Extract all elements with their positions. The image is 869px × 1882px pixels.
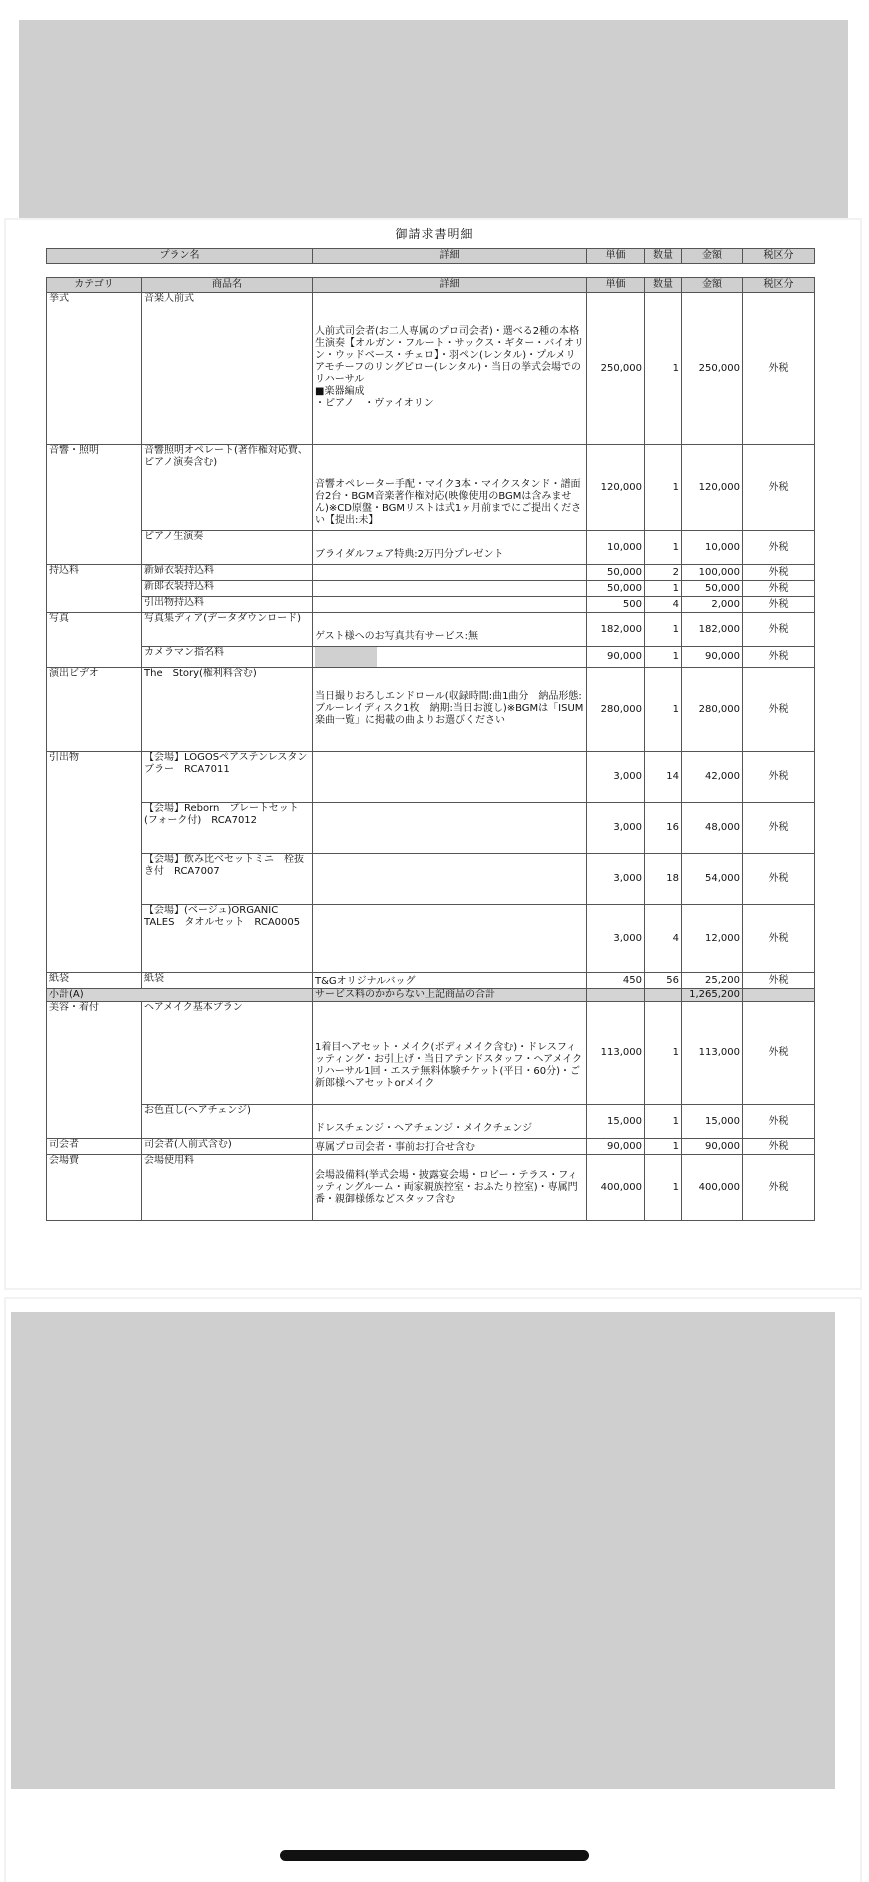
unit-price-cell: 450 — [587, 973, 645, 989]
plan-header-table — [46, 248, 815, 264]
product-cell: 紙袋 — [142, 973, 313, 989]
table-row — [47, 1002, 815, 1105]
product-cell: ピアノ生演奏 — [142, 531, 313, 565]
detail-cell: 1着目ヘアセット・メイク(ボディメイク含む)・ドレスフィッティング・お引上げ・当日アテンドスタッフ・ヘアメイクリハーサル1回・エステ無料体験チケット(平日・60分)・ご新郎様ヘアセットorメイク — [313, 1002, 587, 1105]
product-cell: 音楽人前式 — [142, 293, 313, 445]
amount-cell: 113,000 — [682, 1002, 743, 1105]
amount-cell: 90,000 — [682, 1139, 743, 1155]
product-cell: 【会場】Reborn プレートセット(フォーク付) RCA7012 — [142, 803, 313, 854]
product-cell: お色直し(ヘアチェンジ) — [142, 1105, 313, 1139]
qty-cell: 1 — [645, 531, 682, 565]
product-cell: 会場使用料 — [142, 1155, 313, 1221]
tax-header: 税区分 — [743, 278, 815, 293]
unit-price-cell: 50,000 — [587, 581, 645, 597]
category-cell: 紙袋 — [47, 973, 142, 989]
unit-price-cell: 3,000 — [587, 752, 645, 803]
tax-cell: 外税 — [743, 905, 815, 973]
plan-tax-header: 税区分 — [743, 249, 815, 264]
detail-text-line2: ■楽器編成 — [315, 386, 365, 397]
plan-name-header: プラン名 — [47, 249, 313, 264]
tax-cell: 外税 — [743, 854, 815, 905]
qty-cell: 1 — [645, 613, 682, 647]
detail-cell: 音響オペレーター手配・マイク3本・マイクスタンド・譜面台2台・BGM音楽著作権対応(映像使用のBGMは含みません)※CD原盤・BGMリストは式1ヶ月前までにご提出ください【提出:未】 — [313, 445, 587, 531]
tax-cell: 外税 — [743, 973, 815, 989]
table-row — [47, 668, 815, 752]
amount-cell: 54,000 — [682, 854, 743, 905]
tax-cell: 外税 — [743, 565, 815, 581]
product-cell: 【会場】飲み比べセットミニ 栓抜き付 RCA7007 — [142, 854, 313, 905]
detail-cell: T&Gオリジナルバッグ — [313, 973, 587, 989]
home-indicator[interactable] — [280, 1850, 589, 1861]
amount-cell: 42,000 — [682, 752, 743, 803]
table-row — [47, 854, 815, 905]
qty-cell: 1 — [645, 1105, 682, 1139]
detail-cell: 会場設備料(挙式会場・披露宴会場・ロビー・テラス・フィッティングルーム・両家親族控室・おふたり控室)・専属門番・親御様係などスタッフ含む — [313, 1155, 587, 1221]
unit-price-cell: 3,000 — [587, 803, 645, 854]
tax-cell: 外税 — [743, 1139, 815, 1155]
tax-cell: 外税 — [743, 1155, 815, 1221]
unit-price-cell: 90,000 — [587, 1139, 645, 1155]
unit-price-cell: 250,000 — [587, 293, 645, 445]
subtotal-qty — [645, 989, 682, 1002]
redacted-region-top — [19, 20, 848, 223]
amount-cell: 15,000 — [682, 1105, 743, 1139]
amount-cell: 50,000 — [682, 581, 743, 597]
amount-cell: 100,000 — [682, 565, 743, 581]
category-cell: 引出物 — [47, 752, 142, 973]
plan-detail-header: 詳細 — [313, 249, 587, 264]
amount-cell: 182,000 — [682, 613, 743, 647]
qty-cell: 1 — [645, 293, 682, 445]
table-row — [47, 1139, 815, 1155]
detail-cell — [313, 752, 587, 803]
detail-cell — [313, 905, 587, 973]
category-header: カテゴリ — [47, 278, 142, 293]
category-cell: 写真 — [47, 613, 142, 668]
unit-price-cell: 182,000 — [587, 613, 645, 647]
tax-cell: 外税 — [743, 531, 815, 565]
qty-cell: 1 — [645, 581, 682, 597]
table-row — [47, 905, 815, 973]
unit-price-cell: 90,000 — [587, 647, 645, 668]
detail-header: 詳細 — [313, 278, 587, 293]
unit-price-cell: 10,000 — [587, 531, 645, 565]
table-row — [47, 613, 815, 647]
qty-cell: 1 — [645, 668, 682, 752]
amount-cell: 10,000 — [682, 531, 743, 565]
qty-cell: 14 — [645, 752, 682, 803]
table-row — [47, 581, 815, 597]
tax-cell: 外税 — [743, 1105, 815, 1139]
detail-cell: ゲスト様へのお写真共有サービス:無 — [313, 613, 587, 647]
amount-cell: 25,200 — [682, 973, 743, 989]
product-cell: ヘアメイク基本プラン — [142, 1002, 313, 1105]
unit-price-header: 単価 — [587, 278, 645, 293]
qty-cell: 1 — [645, 647, 682, 668]
tax-cell: 外税 — [743, 613, 815, 647]
product-header: 商品名 — [142, 278, 313, 293]
amount-header: 金額 — [682, 278, 743, 293]
table-row — [47, 647, 815, 668]
unit-price-cell: 120,000 — [587, 445, 645, 531]
product-cell: カメラマン指名料 — [142, 647, 313, 668]
category-cell: 司会者 — [47, 1139, 142, 1155]
qty-cell: 2 — [645, 565, 682, 581]
table-row — [47, 531, 815, 565]
product-cell: 新婦衣装持込料 — [142, 565, 313, 581]
qty-cell: 1 — [645, 1139, 682, 1155]
table-row — [47, 445, 815, 531]
qty-cell: 18 — [645, 854, 682, 905]
qty-cell: 1 — [645, 1002, 682, 1105]
product-cell: 音響照明オペレート(著作権対応費、ピアノ演奏含む) — [142, 445, 313, 531]
tax-cell: 外税 — [743, 803, 815, 854]
detail-cell: 当日撮りおろしエンドロール(収録時間:曲1曲分 納品形態:ブルーレイディスク1枚 納期:当日お渡し)※BGMは「ISUM楽曲一覧」に掲載の曲よりお選びください — [313, 668, 587, 752]
table-row — [47, 565, 815, 581]
qty-cell: 16 — [645, 803, 682, 854]
unit-price-cell: 500 — [587, 597, 645, 613]
product-cell: 引出物持込料 — [142, 597, 313, 613]
unit-price-cell: 15,000 — [587, 1105, 645, 1139]
tax-cell: 外税 — [743, 668, 815, 752]
detail-cell — [313, 293, 587, 445]
subtotal-tax — [743, 989, 815, 1002]
qty-header: 数量 — [645, 278, 682, 293]
tax-cell: 外税 — [743, 445, 815, 531]
amount-cell: 12,000 — [682, 905, 743, 973]
redacted-text — [315, 647, 377, 667]
amount-cell: 250,000 — [682, 293, 743, 445]
table-row — [47, 1155, 815, 1221]
detail-cell — [313, 597, 587, 613]
plan-amount-header: 金額 — [682, 249, 743, 264]
detail-cell — [313, 581, 587, 597]
document-title: 御請求書明細 — [395, 227, 474, 241]
items-table — [46, 277, 815, 1221]
subtotal-amount: 1,265,200 — [682, 989, 743, 1002]
detail-cell: ドレスチェンジ・ヘアチェンジ・メイクチェンジ — [313, 1105, 587, 1139]
amount-cell: 120,000 — [682, 445, 743, 531]
table-row — [47, 973, 815, 989]
tax-cell: 外税 — [743, 597, 815, 613]
amount-cell: 400,000 — [682, 1155, 743, 1221]
detail-cell — [313, 647, 587, 668]
tax-cell: 外税 — [743, 293, 815, 445]
table-row — [47, 803, 815, 854]
amount-cell: 2,000 — [682, 597, 743, 613]
qty-cell: 1 — [645, 1155, 682, 1221]
amount-cell: 90,000 — [682, 647, 743, 668]
product-cell: 【会場】(ベージュ)ORGANIC TALES タオルセット RCA0005 — [142, 905, 313, 973]
subtotal-row — [47, 989, 815, 1002]
subtotal-label: 小計(A) — [47, 989, 313, 1002]
table-row — [47, 597, 815, 613]
detail-cell — [313, 803, 587, 854]
product-cell: 新郎衣装持込料 — [142, 581, 313, 597]
table-row — [47, 293, 815, 445]
detail-cell — [313, 854, 587, 905]
category-cell: 美容・着付 — [47, 1002, 142, 1139]
product-cell: 【会場】LOGOSペアステンレスタンブラー RCA7011 — [142, 752, 313, 803]
unit-price-cell: 400,000 — [587, 1155, 645, 1221]
subtotal-detail: サービス料のかからない上記商品の合計 — [313, 989, 587, 1002]
category-cell: 音響・照明 — [47, 445, 142, 565]
unit-price-cell: 113,000 — [587, 1002, 645, 1105]
category-cell: 持込料 — [47, 565, 142, 613]
detail-cell: ブライダルフェア特典:2万円分プレゼント — [313, 531, 587, 565]
unit-price-cell: 3,000 — [587, 854, 645, 905]
redacted-region-bottom — [11, 1312, 835, 1789]
qty-cell: 4 — [645, 905, 682, 973]
category-cell: 会場費 — [47, 1155, 142, 1221]
detail-cell — [313, 565, 587, 581]
category-cell: 挙式 — [47, 293, 142, 445]
detail-text-line3: ・ピアノ ・ヴァイオリン — [315, 398, 434, 409]
qty-cell: 4 — [645, 597, 682, 613]
table-row — [47, 752, 815, 803]
category-cell: 演出ビデオ — [47, 668, 142, 752]
subtotal-unit-price — [587, 989, 645, 1002]
tax-cell: 外税 — [743, 647, 815, 668]
table-row — [47, 1105, 815, 1139]
detail-text: 人前式司会者(お二人専属のプロ司会者)・選べる2種の本格生演奏【オルガン・フルート・サックス・ギター・バイオリン・ウッドベース・チェロ】・羽ペン(レンタル)・プルメリアモチーフのリングピロー(レンタル)・当日の挙式会場でのリハーサル — [315, 326, 584, 385]
plan-unit-price-header: 単価 — [587, 249, 645, 264]
unit-price-cell: 50,000 — [587, 565, 645, 581]
unit-price-cell: 3,000 — [587, 905, 645, 973]
product-cell: The Story(権利料含む) — [142, 668, 313, 752]
detail-cell: 専属プロ司会者・事前お打合せ含む — [313, 1139, 587, 1155]
amount-cell: 280,000 — [682, 668, 743, 752]
tax-cell: 外税 — [743, 581, 815, 597]
tax-cell: 外税 — [743, 752, 815, 803]
product-cell: 司会者(人前式含む) — [142, 1139, 313, 1155]
plan-qty-header: 数量 — [645, 249, 682, 264]
product-cell: 写真集ディア(データダウンロード) — [142, 613, 313, 647]
amount-cell: 48,000 — [682, 803, 743, 854]
tax-cell: 外税 — [743, 1002, 815, 1105]
qty-cell: 56 — [645, 973, 682, 989]
unit-price-cell: 280,000 — [587, 668, 645, 752]
qty-cell: 1 — [645, 445, 682, 531]
